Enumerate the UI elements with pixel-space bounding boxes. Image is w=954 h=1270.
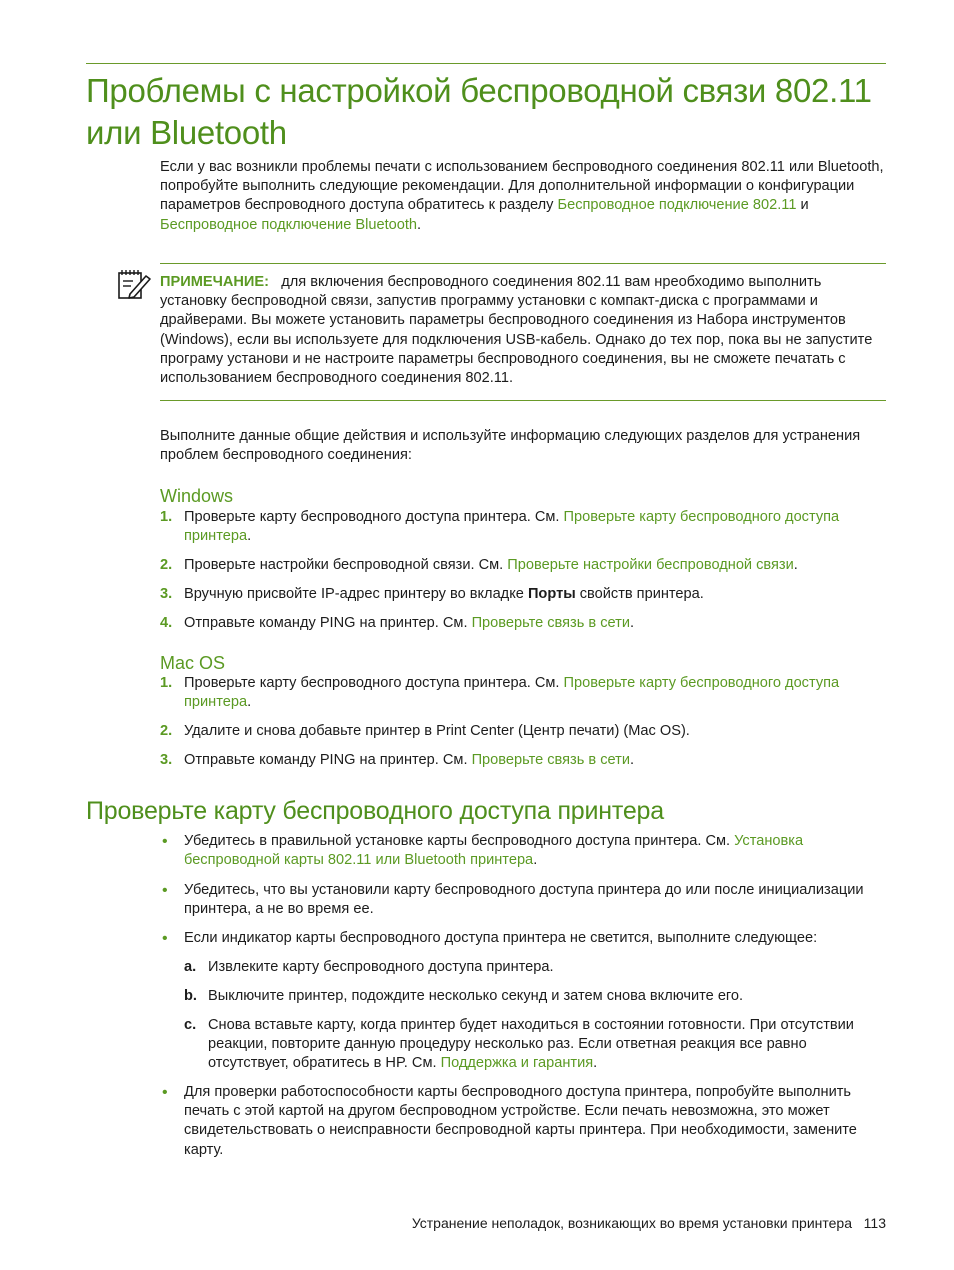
link-check-network-mac[interactable]: Проверьте связь в сети [471, 752, 630, 768]
windows-step-2-num: 2. [160, 557, 173, 573]
macos-step-1-num: 1. [160, 675, 173, 691]
sub-c-text: Снова вставьте карту, когда принтер будет находиться в состоянии готовности. При отсутствии реакции, повторите данную процедуру несколько раз. Если ответная реакция все равно отсутствует, обратитесь в HP. См. [208, 1017, 854, 1072]
windows-step-3 [184, 585, 886, 604]
note-label: ПРИМЕЧАНИЕ: [160, 274, 270, 290]
macos-step-1-end: . [247, 694, 252, 711]
windows-step-2-end: . [793, 557, 798, 573]
note-top-rule [160, 263, 886, 264]
windows-step-3-num: 3. [160, 586, 173, 602]
sub-c [208, 1016, 886, 1074]
section-heading-check-card: Проверьте карту беспроводного доступа принтера [86, 797, 664, 825]
link-check-card[interactable]: Проверьте карту беспроводного доступа принтера [184, 509, 840, 545]
link-check-wireless-settings[interactable]: Проверьте настройки беспроводной связи [507, 557, 794, 573]
windows-heading: Windows [160, 486, 234, 506]
macos-heading: Mac OS [160, 653, 226, 673]
bullet-1 [184, 832, 886, 870]
ports-tab-name: Порты [527, 586, 576, 602]
footer-chapter: Устранение неполадок, возникающих во время установки принтера [411, 1215, 852, 1231]
link-wireless-bluetooth[interactable]: Беспроводное подключение Bluetooth [160, 216, 418, 233]
intro-paragraph [160, 158, 886, 235]
windows-step-3-end: свойств принтера. [575, 586, 704, 602]
page-number: 113 [863, 1215, 886, 1231]
sub-a-letter: a. [184, 959, 197, 975]
bullet-1-end: . [533, 852, 538, 869]
sub-c-end: . [593, 1055, 598, 1072]
note-pencil-icon [116, 267, 152, 301]
macos-step-3-text: Отправьте команду PING на принтер. См. [184, 752, 472, 768]
sub-b: Выключите принтер, подождите несколько секунд и затем снова включите его. [208, 988, 744, 1004]
bullet-icon: • [162, 882, 168, 899]
macos-step-3-num: 3. [160, 752, 173, 768]
macos-step-3 [184, 751, 886, 770]
sub-c-letter: c. [184, 1017, 197, 1033]
windows-step-2-text: Проверьте настройки беспроводной связи. См. [184, 557, 508, 573]
windows-step-1 [184, 508, 886, 546]
general-paragraph: Выполните данные общие действия и используйте информацию следующих разделов для устранения проблем беспроводного соединения: [160, 428, 861, 464]
windows-step-3-text: Вручную присвойте IP-адрес принтеру во вкладке [184, 586, 528, 602]
link-check-network[interactable]: Проверьте связь в сети [471, 615, 630, 631]
macos-step-1 [184, 674, 886, 712]
link-wireless-80211[interactable]: Беспроводное подключение 802.11 [557, 197, 797, 214]
windows-step-4-num: 4. [160, 615, 173, 631]
link-support-warranty[interactable]: Поддержка и гарантия [440, 1055, 594, 1072]
link-install-wireless-card[interactable]: Установка беспроводной карты 802.11 или Bluetooth принтера [184, 833, 804, 869]
note-bottom-rule [160, 400, 886, 401]
windows-step-2 [184, 556, 886, 575]
intro-text: Если у вас возникли проблемы печати с использованием беспроводного соединения 802.11 или Bluetooth, попробуйте выполнить следующие рекомендации. Для дополнительной информации о конфигурации параметров беспроводного доступа обратитесь к разделу [160, 159, 884, 214]
sub-a: Извлеките карту беспроводного доступа принтера. [208, 959, 554, 975]
bullet-1-text: Убедитесь в правильной установке карты беспроводного доступа принтера. См. [184, 833, 735, 849]
note-text: для включения беспроводного соединения 802.11 вам нреобходимо выполнить установку беспроводной связи, запустив программу установки с компакт-диска с программами и драйверами. Вы можете установить параметры беспроводного соединения из Набора инструментов (Windows), если вы используете для подключения USB-кабель. Однако до тех пор, пока вы не запустите програму установи и не настроите параметры беспроводного соединения, вы не сможете печатать с использованием беспроводного соединения 802.11. [160, 274, 873, 387]
windows-step-4-text: Отправьте команду PING на принтер. См. [184, 615, 472, 631]
sub-b-letter: b. [184, 988, 197, 1004]
intro-end: . [417, 216, 422, 233]
bullet-3: Если индикатор карты беспроводного доступа принтера не светится, выполните следующее: [184, 930, 818, 946]
page-footer [300, 1214, 886, 1232]
macos-step-3-end: . [629, 752, 635, 768]
windows-step-1-text: Проверьте карту беспроводного доступа принтера. См. [184, 509, 564, 525]
bullet-icon: • [162, 1084, 168, 1101]
macos-step-2: Удалите и снова добавьте принтер в Print Center (Центр печати) (Mac OS). [184, 723, 690, 739]
bullet-icon: • [162, 930, 168, 947]
windows-step-1-num: 1. [160, 509, 173, 525]
windows-step-4 [184, 614, 886, 633]
intro-and: и [796, 197, 809, 214]
windows-step-1-end: . [247, 528, 252, 545]
bullet-2: Убедитесь, что вы установили карту беспроводного доступа принтера до или после инициализации принтера, а не во время ее. [184, 882, 864, 918]
bullet-4: Для проверки работоспособности карты беспроводного доступа принтера, попробуйте выполнить печать с этой картой на другом беспроводном устройстве. Если печать невозможна, это может свидетельствовать о неисправности беспроводной карты принтера. При необходимости, замените карту. [184, 1084, 857, 1158]
page-title: Проблемы с настройкой беспроводной связи 802.11 или Bluetooth [86, 72, 872, 151]
windows-step-4-end: . [629, 615, 635, 631]
bullet-icon: • [162, 833, 168, 850]
top-rule [86, 63, 886, 64]
link-check-card-mac[interactable]: Проверьте карту беспроводного доступа принтера [184, 675, 840, 711]
macos-step-2-num: 2. [160, 723, 173, 739]
note-paragraph [160, 273, 886, 388]
macos-step-1-text: Проверьте карту беспроводного доступа принтера. См. [184, 675, 564, 691]
